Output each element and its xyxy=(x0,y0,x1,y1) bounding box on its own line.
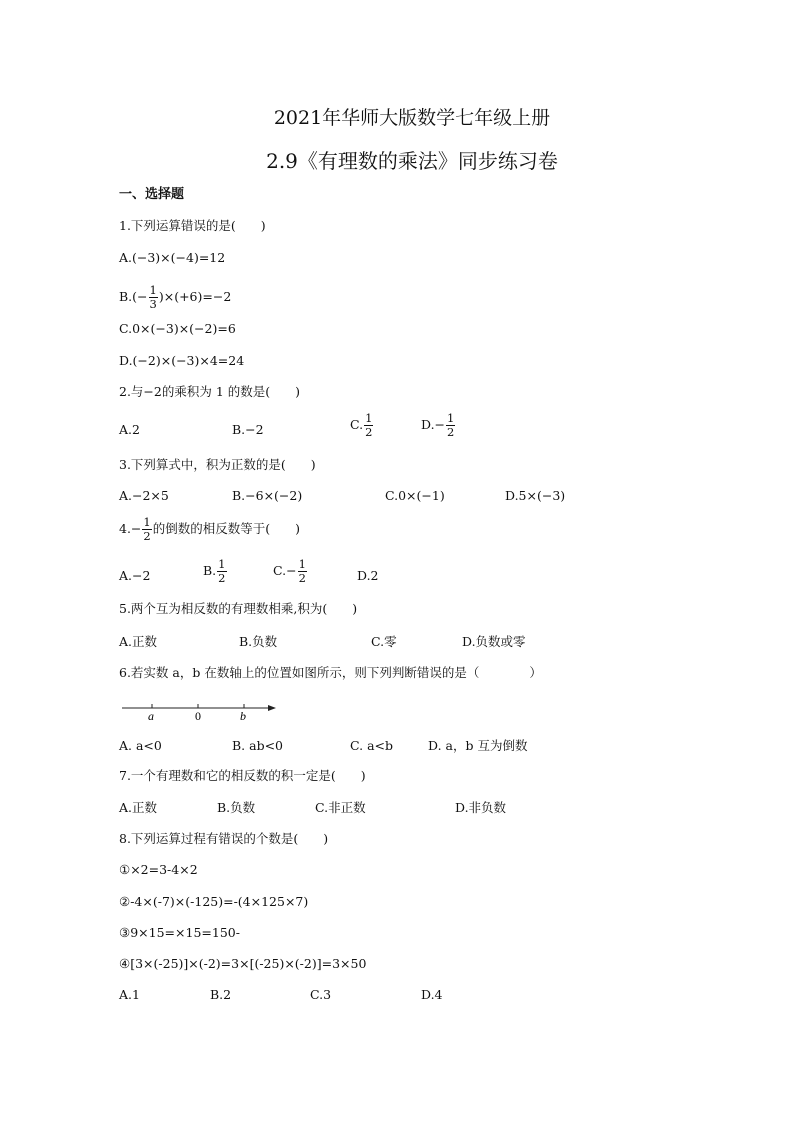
fraction-denominator: 2 xyxy=(365,425,373,439)
section-heading: 一、选择题 xyxy=(119,187,185,202)
fraction xyxy=(217,558,226,585)
fraction-numerator: 1 xyxy=(143,515,151,529)
fraction-numerator: 1 xyxy=(298,557,306,571)
stem-suffix: 的倒数的相反数等于( ) xyxy=(152,521,300,536)
question-1-option-d: D.(−2)×(−3)×4=24 xyxy=(119,353,245,368)
question-7-option-c: C.非正数 xyxy=(315,800,366,815)
question-7-option-b: B.负数 xyxy=(217,800,256,815)
question-2-option-d xyxy=(421,412,456,439)
stem-prefix: 4.− xyxy=(119,521,142,536)
axis-label-zero: 0 xyxy=(195,709,201,723)
question-5-option-d: D.负数或零 xyxy=(462,634,526,649)
question-8-item-3: ③9×15=×15=150- xyxy=(119,925,240,940)
question-1-stem: 1.下列运算错误的是( ) xyxy=(119,218,266,233)
question-6-option-a: A. a<0 xyxy=(119,738,162,753)
fraction-numerator: 1 xyxy=(218,557,226,571)
question-8-option-a: A.1 xyxy=(119,987,140,1002)
question-7-stem: 7.一个有理数和它的相反数的积一定是( ) xyxy=(119,768,366,783)
question-8-option-c: C.3 xyxy=(310,987,332,1002)
question-2-option-c xyxy=(350,412,374,439)
question-3-option-d: D.5×(−3) xyxy=(505,488,566,503)
option-d-prefix: D.− xyxy=(421,417,446,432)
fraction-denominator: 3 xyxy=(149,297,157,311)
question-7-option-a: A.正数 xyxy=(119,800,158,815)
question-7-option-d: D.非负数 xyxy=(455,800,507,815)
question-8-option-b: B.2 xyxy=(210,987,232,1002)
option-b-suffix: )×(+6)=−2 xyxy=(158,289,232,304)
question-1-option-a: A.(−3)×(−4)=12 xyxy=(119,250,226,265)
question-8-stem: 8.下列运算过程有错误的个数是( ) xyxy=(119,831,329,846)
question-6-stem: 6.若实数 a，b 在数轴上的位置如图所示，则下列判断错误的是（ ） xyxy=(119,665,542,680)
question-4-option-d: D.2 xyxy=(357,568,379,583)
question-8-item-1: ①×2=3-4×2 xyxy=(119,862,198,877)
option-c-prefix: C. xyxy=(350,417,364,432)
question-6-option-b: B. ab<0 xyxy=(232,738,284,753)
axis-label-a: a xyxy=(148,709,154,723)
fraction-denominator: 2 xyxy=(143,529,151,543)
fraction-numerator: 1 xyxy=(365,411,373,425)
fraction-numerator: 1 xyxy=(447,411,455,425)
question-8-option-d: D.4 xyxy=(421,987,443,1002)
question-3-stem: 3.下列算式中，积为正数的是( ) xyxy=(119,457,316,472)
fraction xyxy=(149,284,158,311)
question-6-option-d: D. a，b 互为倒数 xyxy=(428,738,528,753)
question-3-option-a: A.−2×5 xyxy=(119,488,169,503)
question-8-item-2: ②-4×(-7)×(-125)=-(4×125×7) xyxy=(119,894,309,909)
question-4-stem xyxy=(119,516,300,543)
page-title: 2021年华师大版数学七年级上册 xyxy=(273,107,551,129)
axis-arrow-icon xyxy=(268,705,276,711)
fraction xyxy=(142,516,151,543)
question-2-option-b: B.−2 xyxy=(232,422,264,437)
number-line-figure xyxy=(120,696,280,726)
page-subtitle: 2.9《有理数的乘法》同步练习卷 xyxy=(266,149,558,173)
question-4-option-c xyxy=(273,558,308,585)
fraction xyxy=(364,412,373,439)
question-5-option-a: A.正数 xyxy=(119,634,158,649)
axis-label-b: b xyxy=(240,709,246,723)
question-5-stem: 5.两个互为相反数的有理数相乘,积为( ) xyxy=(119,601,358,616)
question-4-option-a: A.−2 xyxy=(119,568,151,583)
question-3-option-c: C.0×(−1) xyxy=(385,488,445,503)
option-b-prefix: B. xyxy=(203,563,217,578)
fraction-denominator: 2 xyxy=(298,571,306,585)
question-5-option-b: B.负数 xyxy=(239,634,278,649)
question-2-option-a: A.2 xyxy=(119,422,140,437)
fraction-denominator: 2 xyxy=(218,571,226,585)
fraction xyxy=(298,558,307,585)
question-3-option-b: B.−6×(−2) xyxy=(232,488,303,503)
question-1-option-c: C.0×(−3)×(−2)=6 xyxy=(119,321,236,336)
option-c-prefix: C.− xyxy=(273,563,297,578)
question-2-stem: 2.与−2的乘积为 1 的数是( ) xyxy=(119,384,301,399)
fraction-denominator: 2 xyxy=(447,425,455,439)
question-5-option-c: C.零 xyxy=(371,634,397,649)
fraction-numerator: 1 xyxy=(149,283,157,297)
question-6-option-c: C. a<b xyxy=(350,738,393,753)
question-4-option-b xyxy=(203,558,228,585)
question-8-item-4: ④[3×(-25)]×(-2)=3×[(-25)×(-2)]=3×50 xyxy=(119,956,367,971)
option-b-prefix: B.(− xyxy=(119,289,148,304)
question-1-option-b xyxy=(119,284,231,311)
fraction xyxy=(446,412,455,439)
